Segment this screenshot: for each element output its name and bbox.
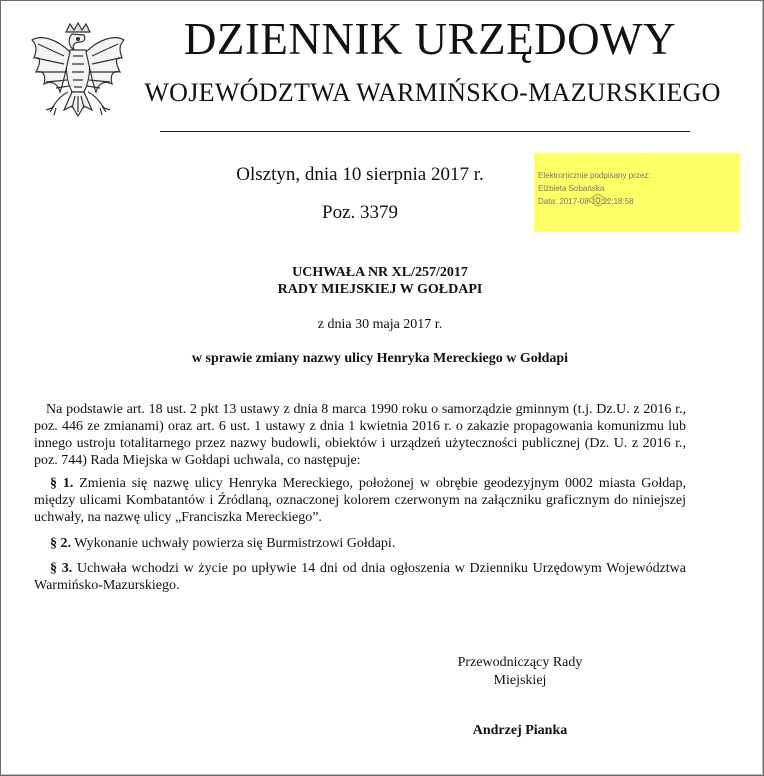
resolution-body: RADY MIEJSKIEJ W GOŁDAPI — [277, 282, 483, 297]
section-3-text: Uchwała wchodzi w życie po upływie 14 dni od dnia ogłoszenia w Dzienniku Urzędowym Województwa Warmińsko-Mazurskiego. — [34, 561, 686, 593]
signer-name: Andrzej Pianka — [472, 723, 568, 738]
header-divider — [160, 131, 690, 132]
signature-watermark-icon — [586, 193, 610, 207]
signer-role-line-2: Miejskiej — [493, 673, 547, 688]
resolution-number: UCHWAŁA NR XL/257/2017 — [292, 265, 468, 280]
section-3-label: § 3. — [50, 561, 73, 576]
section-2-text: Wykonanie uchwały powierza się Burmistrzowi Gołdapi. — [71, 536, 396, 551]
signer-role-line-1: Przewodniczący Rady — [457, 655, 583, 670]
electronic-signature-box — [534, 153, 740, 232]
section-1 — [34, 475, 686, 526]
gazette-subtitle: WOJEWÓDZTWA WARMIŃSKO-MAZURSKIEGO — [144, 78, 721, 107]
eagle-emblem-icon — [28, 22, 128, 130]
section-1-text: Zmienia się nazwę ulicy Henryka Mereckiego, położonej w obrębie geodezyjnym 0002 miasta Gołdap, między ulicami Kombatantów i Źródlaną, oznaczonej kolorem czerwonym na załączniku graficznym do niniejszej uchwały, na nazwę ulicy „Franciszka Mereckiego”. — [34, 476, 686, 525]
signature-caption: Elektronicznie podpisany przez: — [538, 171, 651, 180]
publication-date: Olsztyn, dnia 10 sierpnia 2017 r. — [236, 164, 484, 185]
signature-date: Data: 2017-08-10 12:18:58 — [538, 197, 634, 206]
signature-signer: Elżbieta Sobańska — [538, 184, 605, 193]
section-2 — [34, 535, 686, 552]
section-1-label: § 1. — [50, 476, 74, 491]
section-2-label: § 2. — [50, 536, 71, 551]
gazette-title: DZIENNIK URZĘDOWY — [183, 14, 677, 64]
section-3 — [34, 560, 686, 594]
position-number: Poz. 3379 — [322, 202, 398, 223]
resolution-subject: w sprawie zmiany nazwy ulicy Henryka Mereckiego w Gołdapi — [191, 351, 569, 366]
resolution-date: z dnia 30 maja 2017 r. — [317, 317, 443, 332]
preamble-paragraph: Na podstawie art. 18 ust. 2 pkt 13 ustawy z dnia 8 marca 1990 roku o samorządzie gminnym (t.j. Dz.U. z 2016 r., poz. 446 ze zmianami) oraz art. 6 ust. 1 ustawy z dnia 1 kwietnia 2016 r. o zakazie propagowania komunizmu lub innego ustroju totalitarnego przez nazwy budowli, obiektów i urządzeń użyteczności publicznej (Dz. U. z 2016 r., poz. 744) Rada Miejska w Gołdapi uchwala, co następuje: — [34, 402, 686, 468]
